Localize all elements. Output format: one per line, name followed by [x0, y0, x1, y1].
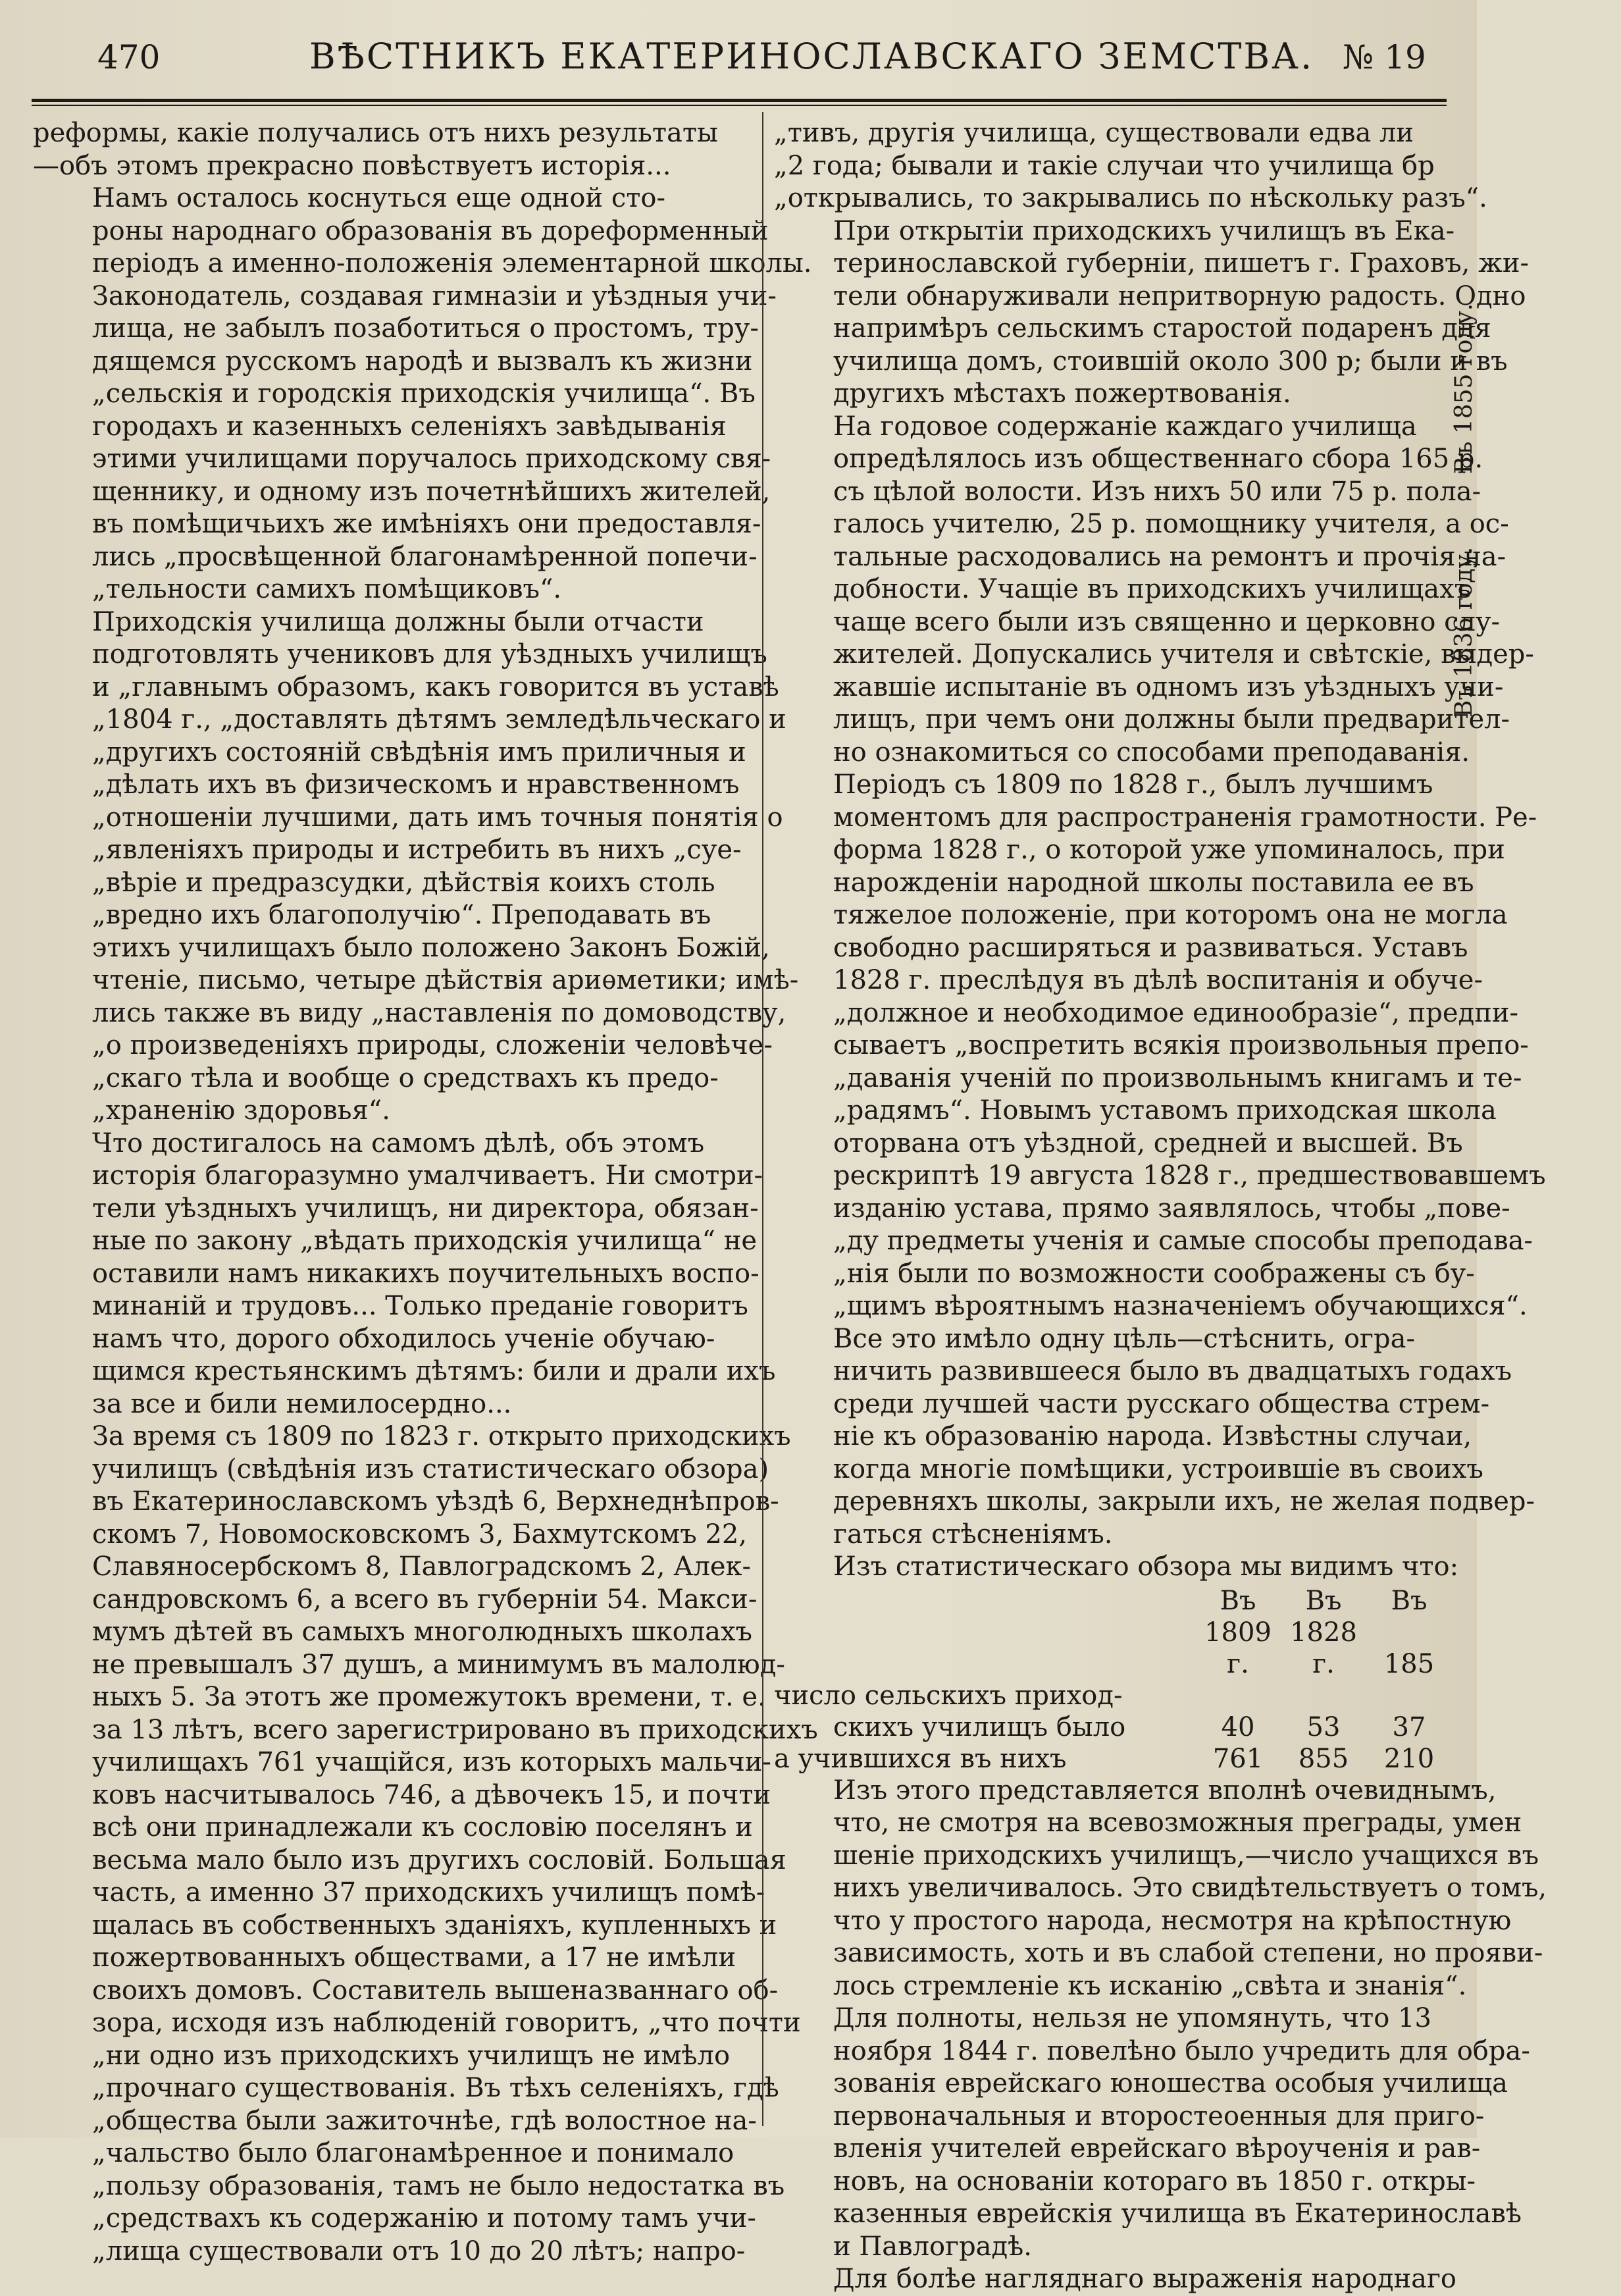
right-column-text-after-table	[774, 1775, 1547, 2296]
text-line: Все это имѣло одну цѣль—стѣснить, огра-	[833, 1323, 1415, 1354]
text-line: зора, исходя изъ наблюденій говоритъ, „что почти	[92, 2008, 801, 2038]
text-line: ныхъ 5. За этотъ же промежутокъ времени, т. е.	[92, 1682, 766, 1712]
text-line: этими училищами поручалось приходскому свя-	[92, 444, 771, 474]
text-line: деревняхъ школы, закрыли ихъ, не желая подвер-	[833, 1486, 1535, 1517]
text-line: изданію устава, прямо заявлялось, чтобы „пове-	[833, 1193, 1510, 1224]
text-line: когда многіе помѣщики, устроившіе въ своихъ	[833, 1453, 1483, 1484]
table-cell: 761	[1212, 1743, 1264, 1774]
statistics-table	[774, 1585, 1452, 1775]
text-line: ничить развившееся было въ двадцатыхъ годахъ	[833, 1356, 1512, 1386]
text-line: нихъ увеличивалось. Это свидѣтельствуетъ о томъ,	[833, 1873, 1547, 1903]
text-line: Намъ осталось коснуться еще одной сто-	[92, 183, 665, 213]
text-line: Законодатель, создавая гимназіи и уѣздныя учи-	[92, 280, 777, 311]
text-line: тальные расходовались на ремонтъ и прочія на-	[833, 541, 1506, 572]
text-line: форма 1828 г., о которой уже упоминалось, при	[833, 835, 1505, 865]
text-line: „тивъ, другія училища, существовали едва ли	[774, 118, 1414, 148]
text-line: съ цѣлой волости. Изъ нихъ 50 или 75 р. пола-	[833, 476, 1481, 507]
text-line: Для полноты, нельзя не упомянуть, что 13	[833, 2003, 1431, 2033]
text-line: Изъ статистическаго обзора мы видимъ что:	[833, 1552, 1459, 1582]
table-row	[774, 1743, 1452, 1775]
text-line: новъ, на основаніи котораго въ 1850 г. откры-	[833, 2166, 1476, 2197]
table-header-cell: Въ	[1391, 1585, 1428, 1616]
text-line: чаще всего были изъ священно и церковно слу-	[833, 606, 1500, 637]
text-line: „общества были зажиточнѣе, гдѣ волостное на-	[92, 2105, 757, 2136]
text-line: что, не смотря на всевозможныя преграды, умен	[833, 1808, 1522, 1838]
text-line: жавшіе испытаніе въ одномъ изъ уѣздныхъ учи-	[833, 671, 1504, 702]
paragraph	[774, 769, 1546, 1323]
text-line: „2 года; бывали и такіе случаи что училища бр	[774, 150, 1435, 181]
text-line: щеннику, и одному изъ почетнѣйшихъ жителей,	[92, 476, 771, 507]
text-line: этихъ училищахъ было положено Законъ Божій,	[92, 932, 770, 963]
text-line: лищъ, при чемъ они должны были предварител-	[833, 704, 1510, 735]
text-line: „скаго тѣла и вообще о средствахъ къ предо-	[92, 1062, 719, 1093]
table-header-row	[774, 1617, 1452, 1680]
text-line: тяжелое положеніе, при которомъ она не могла	[833, 900, 1508, 930]
text-line: лись также въ виду „наставленія по домоводству,	[92, 997, 786, 1028]
text-line: „лища существовали отъ 10 до 20 лѣтъ; напро-	[92, 2235, 746, 2266]
paragraph	[33, 1421, 818, 2268]
text-line: за 13 лѣтъ, всего зарегистрировано въ приходскихъ	[92, 1714, 818, 1745]
text-line: всѣ они принадлежали къ сословію поселянъ и	[92, 1812, 753, 1842]
text-line: гаться стѣсненіямъ.	[833, 1519, 1113, 1550]
text-line: ные по закону „вѣдать приходскія училища“ не	[92, 1226, 758, 1256]
text-line: „щимъ вѣроятнымъ назначеніемъ обучающихся“.	[833, 1291, 1528, 1321]
text-line: своихъ домовъ. Составитель вышеназваннаго об-	[92, 1975, 779, 2006]
paragraph	[33, 1128, 776, 1421]
header-rule	[32, 99, 1447, 106]
text-line: „чальство было благонамѣренное и понимало	[92, 2138, 734, 2168]
text-line: мумъ дѣтей въ самыхъ многолюдныхъ школахъ	[92, 1617, 752, 1647]
text-line: часть, а именно 37 приходскихъ училищъ помѣ-	[92, 1877, 765, 1908]
text-line: „должное и необходимое единообразіе“, предпи-	[833, 997, 1519, 1028]
text-line: При открытіи приходскихъ училищъ въ Ека-	[833, 215, 1455, 246]
text-line: вленія учителей еврейскаго вѣроученія и рав-	[833, 2133, 1481, 2164]
text-line: въ Екатеринославскомъ уѣздѣ 6, Верхнеднѣпров-	[92, 1486, 779, 1517]
text-line: сываетъ „воспретить всякія произвольныя препо-	[833, 1030, 1529, 1060]
text-line: казенныя еврейскія училища въ Екатеринославѣ	[833, 2199, 1522, 2229]
paragraph	[774, 1551, 1459, 1584]
text-line: другихъ мѣстахъ пожертвованія.	[833, 378, 1291, 409]
text-line: „ни одно изъ приходскихъ училищъ не имѣло	[92, 2040, 731, 2071]
text-line: Изъ этого представляется вполнѣ очевиднымъ,	[833, 1775, 1497, 1806]
text-line: жителей. Допускались учителя и свѣтскіе, выдер-	[833, 639, 1534, 669]
table-cell: 210	[1383, 1743, 1435, 1774]
text-line: тели обнаруживали непритворную радость. Одно	[833, 280, 1526, 311]
text-line: періодъ а именно-положенія элементарной школы.	[92, 248, 812, 278]
text-line: „отношеніи лучшими, дать имъ точныя понятія о	[92, 802, 783, 833]
text-line: намъ что, дорого обходилось ученіе обучаю-	[92, 1323, 715, 1354]
text-line: зависимость, хоть и въ слабой степени, но прояви-	[833, 1938, 1543, 1968]
table-year-cell: 1809 г.	[1204, 1617, 1272, 1679]
text-line: чтеніе, письмо, четыре дѣйствія ариѳметики; имѣ-	[92, 965, 799, 995]
text-line: „радямъ“. Новымъ уставомъ приходская школа	[833, 1095, 1497, 1126]
text-line: училищахъ 761 учащійся, изъ которыхъ мальчи-	[92, 1747, 771, 1777]
page-header	[26, 26, 1441, 86]
text-line: ніе къ образованію народа. Извѣстны случаи,	[833, 1421, 1472, 1451]
text-line: „вредно ихъ благополучію“. Преподавать въ	[92, 900, 711, 930]
text-line: училища домъ, стоившій около 300 р; были и въ	[833, 346, 1508, 377]
text-line: Что достигалось на самомъ дѣлѣ, объ этомъ	[92, 1128, 705, 1159]
text-line: рескриптѣ 19 августа 1828 г., предшествовавшемъ	[833, 1161, 1546, 1191]
issue-number: № 19	[1343, 38, 1426, 76]
text-line: весьма мало было изъ другихъ сословій. Большая	[92, 1844, 786, 1875]
text-line: нарожденіи народной школы поставила ее въ	[833, 867, 1474, 898]
text-line: минаній и трудовъ... Только преданіе говоритъ	[92, 1291, 748, 1321]
text-line: и „главнымъ образомъ, какъ говорится въ уставѣ	[92, 671, 779, 702]
table-row-label: число сельскихъ приход-	[774, 1680, 1123, 1711]
paragraph	[774, 1775, 1547, 2003]
text-line: теринославской губерніи, пишетъ г. Граховъ, жи-	[833, 248, 1530, 278]
paragraph	[774, 1323, 1535, 1552]
text-line: но ознакомиться со способами преподаванія.	[833, 737, 1470, 768]
text-line: „вѣріе и предразсудки, дѣйствія коихъ столь	[92, 867, 715, 898]
text-line: сандровскомъ 6, а всего въ губерніи 54. Макси-	[92, 1584, 758, 1615]
table-row	[774, 1711, 1452, 1743]
text-line: За время съ 1809 по 1823 г. открыто приходскихъ	[92, 1421, 791, 1451]
text-line: „явленіяхъ природы и истребить въ нихъ „суе-	[92, 835, 742, 865]
paragraph	[774, 2263, 1457, 2296]
text-line: —объ этомъ прекрасно повѣствуетъ исторія...	[33, 150, 671, 181]
text-line: реформы, какіе получались отъ нихъ результаты	[33, 118, 718, 148]
text-line: и Павлоградѣ.	[833, 2231, 1032, 2262]
text-line: „храненію здоровья“.	[92, 1095, 390, 1126]
text-line: Славяносербскомъ 8, Павлоградскомъ 2, Алек-	[92, 1552, 752, 1582]
text-line: лось стремленіе къ исканію „свѣта и знанія“.	[833, 1970, 1467, 2001]
text-line: „сельскія и городскія приходскія училища“. Въ	[92, 378, 756, 409]
text-line: „дѣлать ихъ въ физическомъ и нравственномъ	[92, 770, 740, 800]
text-line: зованія еврейскаго юношества особыя училища	[833, 2068, 1508, 2099]
table-year-cell: 185	[1383, 1648, 1435, 1679]
table-row	[774, 1680, 1452, 1711]
text-line: шеніе приходскихъ училищъ,—число учащихся въ	[833, 1840, 1539, 1871]
text-line: ноября 1844 г. повелѣно было учредить для обра-	[833, 2035, 1530, 2066]
text-line: Періодъ съ 1809 по 1828 г., былъ лучшимъ	[833, 770, 1433, 800]
paragraph	[774, 2002, 1530, 2263]
table-row-label: а учившихся въ нихъ	[774, 1743, 1067, 1774]
text-line: первоначальныя и второстеоенныя для приго-	[833, 2100, 1485, 2131]
text-line: оставили намъ никакихъ поучительныхъ воспо-	[92, 1258, 759, 1289]
table-cell: 37	[1392, 1711, 1426, 1742]
text-line: „открывались, то закрывались по нѣскольку разъ“.	[774, 183, 1487, 213]
page-number: 470	[97, 38, 161, 76]
running-title: ВѢСТНИКЪ ЕКАТЕРИНОСЛАВСКАГО ЗЕМСТВА.	[309, 36, 1314, 77]
table-header-cell: Въ	[1305, 1585, 1342, 1616]
text-line: „пользу образованія, тамъ не было недостатка въ	[92, 2170, 785, 2201]
table-cell: 53	[1306, 1711, 1341, 1742]
text-line: роны народнаго образованія въ дореформенный	[92, 215, 769, 246]
text-line: лись „просвѣщенной благонамѣренной попечи-	[92, 541, 758, 572]
text-line: Приходскія училища должны были отчасти	[92, 606, 704, 637]
text-line: Для болѣе нагляднаго выраженія народнаго	[833, 2264, 1457, 2294]
text-line: добности. Учащіе въ приходскихъ училищахъ	[833, 574, 1472, 604]
table-year-cell: 1828 г.	[1290, 1617, 1357, 1679]
text-line: На годовое содержаніе каждаго училища	[833, 411, 1417, 442]
text-line: за все и били немилосердно...	[92, 1388, 512, 1419]
paragraph	[33, 606, 799, 1128]
text-line: скомъ 7, Новомосковскомъ 3, Бахмутскомъ 22,	[92, 1519, 747, 1550]
column-divider	[762, 112, 763, 2126]
text-line: моментомъ для распространенія грамотности. Ре-	[833, 802, 1537, 833]
text-line: дящемся русскомъ народѣ и вызвалъ къ жизни	[92, 346, 753, 377]
table-cell: 40	[1221, 1711, 1255, 1742]
text-line: тели уѣздныхъ училищъ, ни директора, обязан-	[92, 1193, 759, 1224]
text-line: напримѣръ сельскимъ старостой подаренъ для	[833, 313, 1491, 344]
margin-note: Въ 1855 году.	[1451, 303, 1478, 474]
text-line: подготовлять учениковъ для уѣздныхъ училищъ	[92, 639, 767, 669]
text-line: „ду предметы ученія и самые способы преподава-	[833, 1226, 1533, 1256]
text-line: лища, не забылъ позаботиться о простомъ, тру-	[92, 313, 759, 344]
table-header-cell: Въ	[1220, 1585, 1256, 1616]
text-line: что у простого народа, несмотря на крѣпостную	[833, 1905, 1512, 1936]
text-line: оторвана отъ уѣздной, средней и высшей. Въ	[833, 1128, 1463, 1159]
continued-paragraph	[774, 117, 1487, 215]
text-line: опредѣлялось изъ общественнаго сбора 165 р.	[833, 444, 1483, 474]
text-line: галось учителю, 25 р. помощнику учителя, а ос-	[833, 509, 1509, 539]
text-line: училищъ (свѣдѣнія изъ статистическаго обзора)	[92, 1453, 769, 1484]
text-line: ковъ насчитывалось 746, а дѣвочекъ 15, и почти	[92, 1779, 771, 1810]
left-column	[33, 117, 818, 2268]
text-line: 1828 г. преслѣдуя въ дѣлѣ воспитанія и обуче-	[833, 965, 1483, 995]
text-line: „другихъ состояній свѣдѣнія имъ приличныя и	[92, 737, 746, 768]
text-line: въ помѣщичьихъ же имѣніяхъ они предоставля-	[92, 509, 761, 539]
text-line: „тельности самихъ помѣщиковъ“.	[92, 574, 562, 604]
text-line: „1804 г., „доставлять дѣтямъ земледѣльческаго и	[92, 704, 786, 735]
text-line: щалась въ собственныхъ зданіяхъ, купленныхъ и	[92, 1910, 777, 1941]
text-line: „даванія ученій по произвольнымъ книгамъ и те-	[833, 1062, 1522, 1093]
paragraph	[33, 182, 812, 606]
text-line: среди лучшей части русскаго общества стрем-	[833, 1388, 1490, 1419]
text-line: исторія благоразумно умалчиваетъ. Ни смотри-	[92, 1161, 763, 1191]
margin-note: Въ 1836 году.	[1451, 546, 1478, 718]
text-line: свободно расширяться и развиваться. Уставъ	[833, 932, 1468, 963]
text-line: пожертвованныхъ обществами, а 17 не имѣли	[92, 1943, 736, 1973]
table-header-row	[774, 1585, 1452, 1617]
text-line: „прочнаго существованія. Въ тѣхъ селеніяхъ, гдѣ	[92, 2073, 779, 2103]
text-line: „нія были по возможности соображены съ бу-	[833, 1258, 1475, 1289]
text-line: „средствахъ къ содержанію и потому тамъ учи-	[92, 2203, 756, 2233]
table-row-label: скихъ училищъ было	[833, 1711, 1126, 1742]
table-cell: 855	[1298, 1743, 1349, 1774]
text-line: щимся крестьянскимъ дѣтямъ: били и драли ихъ	[92, 1356, 776, 1386]
text-line: „о произведеніяхъ природы, сложеніи человѣче-	[92, 1030, 773, 1060]
text-line: не превышалъ 37 душъ, а минимумъ въ малолюд-	[92, 1649, 785, 1680]
text-line: городахъ и казенныхъ селеніяхъ завѣдыванія	[92, 411, 727, 442]
continued-paragraph	[33, 117, 750, 182]
